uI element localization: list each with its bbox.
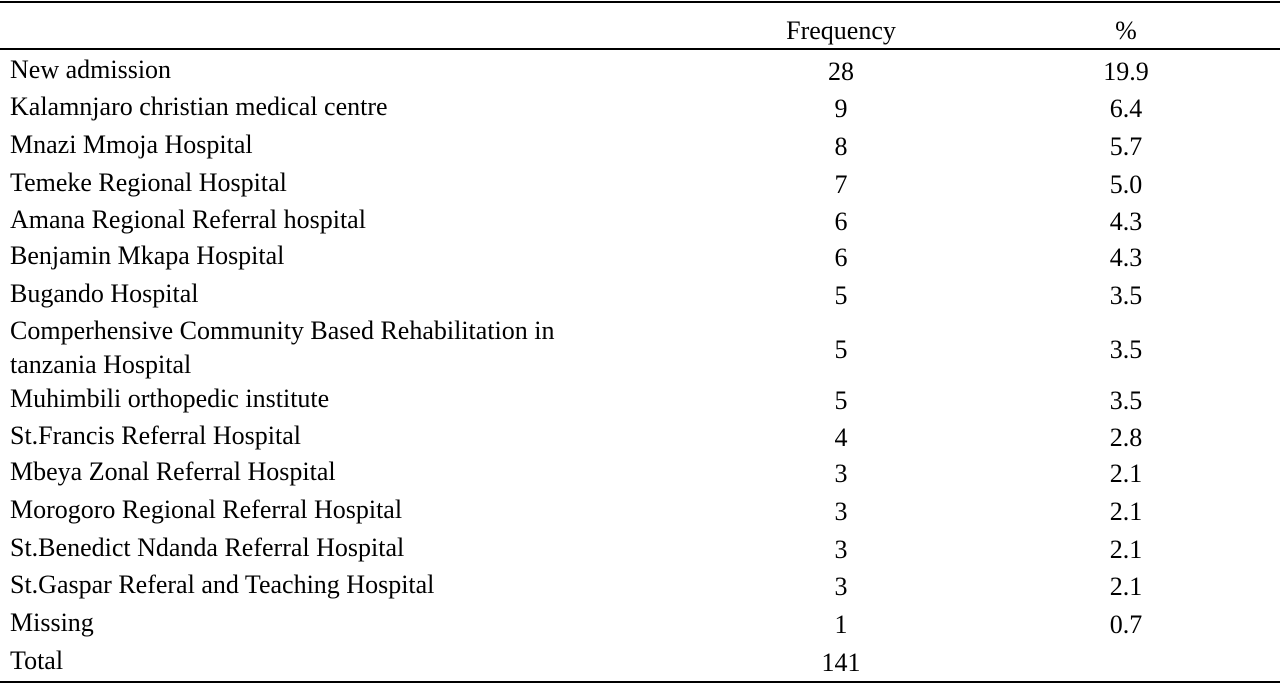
row-percent: 2.1 xyxy=(1109,459,1143,488)
row-percent: 5.0 xyxy=(1109,170,1143,199)
row-percent: 3.5 xyxy=(1109,335,1143,364)
row-percent: 4.3 xyxy=(1109,243,1143,272)
row-percent: 0.7 xyxy=(1109,610,1143,639)
row-name-line1: Comperhensive Community Based Rehabilitation in xyxy=(10,316,555,345)
row-name: Mnazi Mmoja Hospital xyxy=(10,130,253,159)
row-frequency: 8 xyxy=(834,132,848,161)
row-name: Missing xyxy=(10,608,94,637)
row-percent: 3.5 xyxy=(1109,281,1143,310)
row-name: Morogoro Regional Referral Hospital xyxy=(10,495,403,524)
row-name: Muhimbili orthopedic institute xyxy=(10,384,330,413)
row-frequency: 1 xyxy=(834,610,848,639)
table-bottom-rule xyxy=(0,681,1280,683)
row-name: Total xyxy=(10,646,64,675)
row-percent: 2.1 xyxy=(1109,497,1143,526)
row-frequency: 3 xyxy=(834,535,848,564)
row-name: St.Gaspar Referal and Teaching Hospital xyxy=(10,570,435,599)
row-frequency: 6 xyxy=(834,207,848,236)
row-percent: 3.5 xyxy=(1109,386,1143,415)
row-frequency: 3 xyxy=(834,459,848,488)
row-name: St.Francis Referral Hospital xyxy=(10,421,301,450)
row-frequency: 7 xyxy=(834,170,848,199)
row-frequency: 5 xyxy=(834,386,848,415)
row-frequency: 9 xyxy=(834,94,848,123)
row-name: Mbeya Zonal Referral Hospital xyxy=(10,457,336,486)
row-percent: 2.1 xyxy=(1109,535,1143,564)
row-name: Amana Regional Referral hospital xyxy=(10,205,366,234)
row-percent: 2.1 xyxy=(1109,572,1143,601)
row-frequency: 4 xyxy=(834,423,848,452)
row-percent: 4.3 xyxy=(1109,207,1143,236)
row-name: Benjamin Mkapa Hospital xyxy=(10,241,285,270)
table-row xyxy=(0,315,1280,385)
row-frequency: 3 xyxy=(834,572,848,601)
row-name: St.Benedict Ndanda Referral Hospital xyxy=(10,533,405,562)
row-percent: 6.4 xyxy=(1109,94,1143,123)
row-name: Kalamnjaro christian medical centre xyxy=(10,92,388,121)
table-header-rule xyxy=(0,48,1280,50)
row-frequency: 5 xyxy=(834,335,848,364)
row-name: Temeke Regional Hospital xyxy=(10,168,287,197)
header-frequency: Frequency xyxy=(786,16,896,45)
row-percent: 5.7 xyxy=(1109,132,1143,161)
row-name: Bugando Hospital xyxy=(10,279,199,308)
row-name-line2: tanzania Hospital xyxy=(10,350,192,379)
row-frequency: 5 xyxy=(834,281,848,310)
header-percent: % xyxy=(1115,16,1137,45)
row-frequency: 3 xyxy=(834,497,848,526)
table-top-rule xyxy=(0,1,1280,3)
row-frequency: 28 xyxy=(828,57,854,86)
row-name: New admission xyxy=(10,55,172,84)
row-frequency: 141 xyxy=(821,648,861,677)
row-frequency: 6 xyxy=(834,243,848,272)
row-percent: 2.8 xyxy=(1109,423,1143,452)
row-percent: 19.9 xyxy=(1103,57,1149,86)
